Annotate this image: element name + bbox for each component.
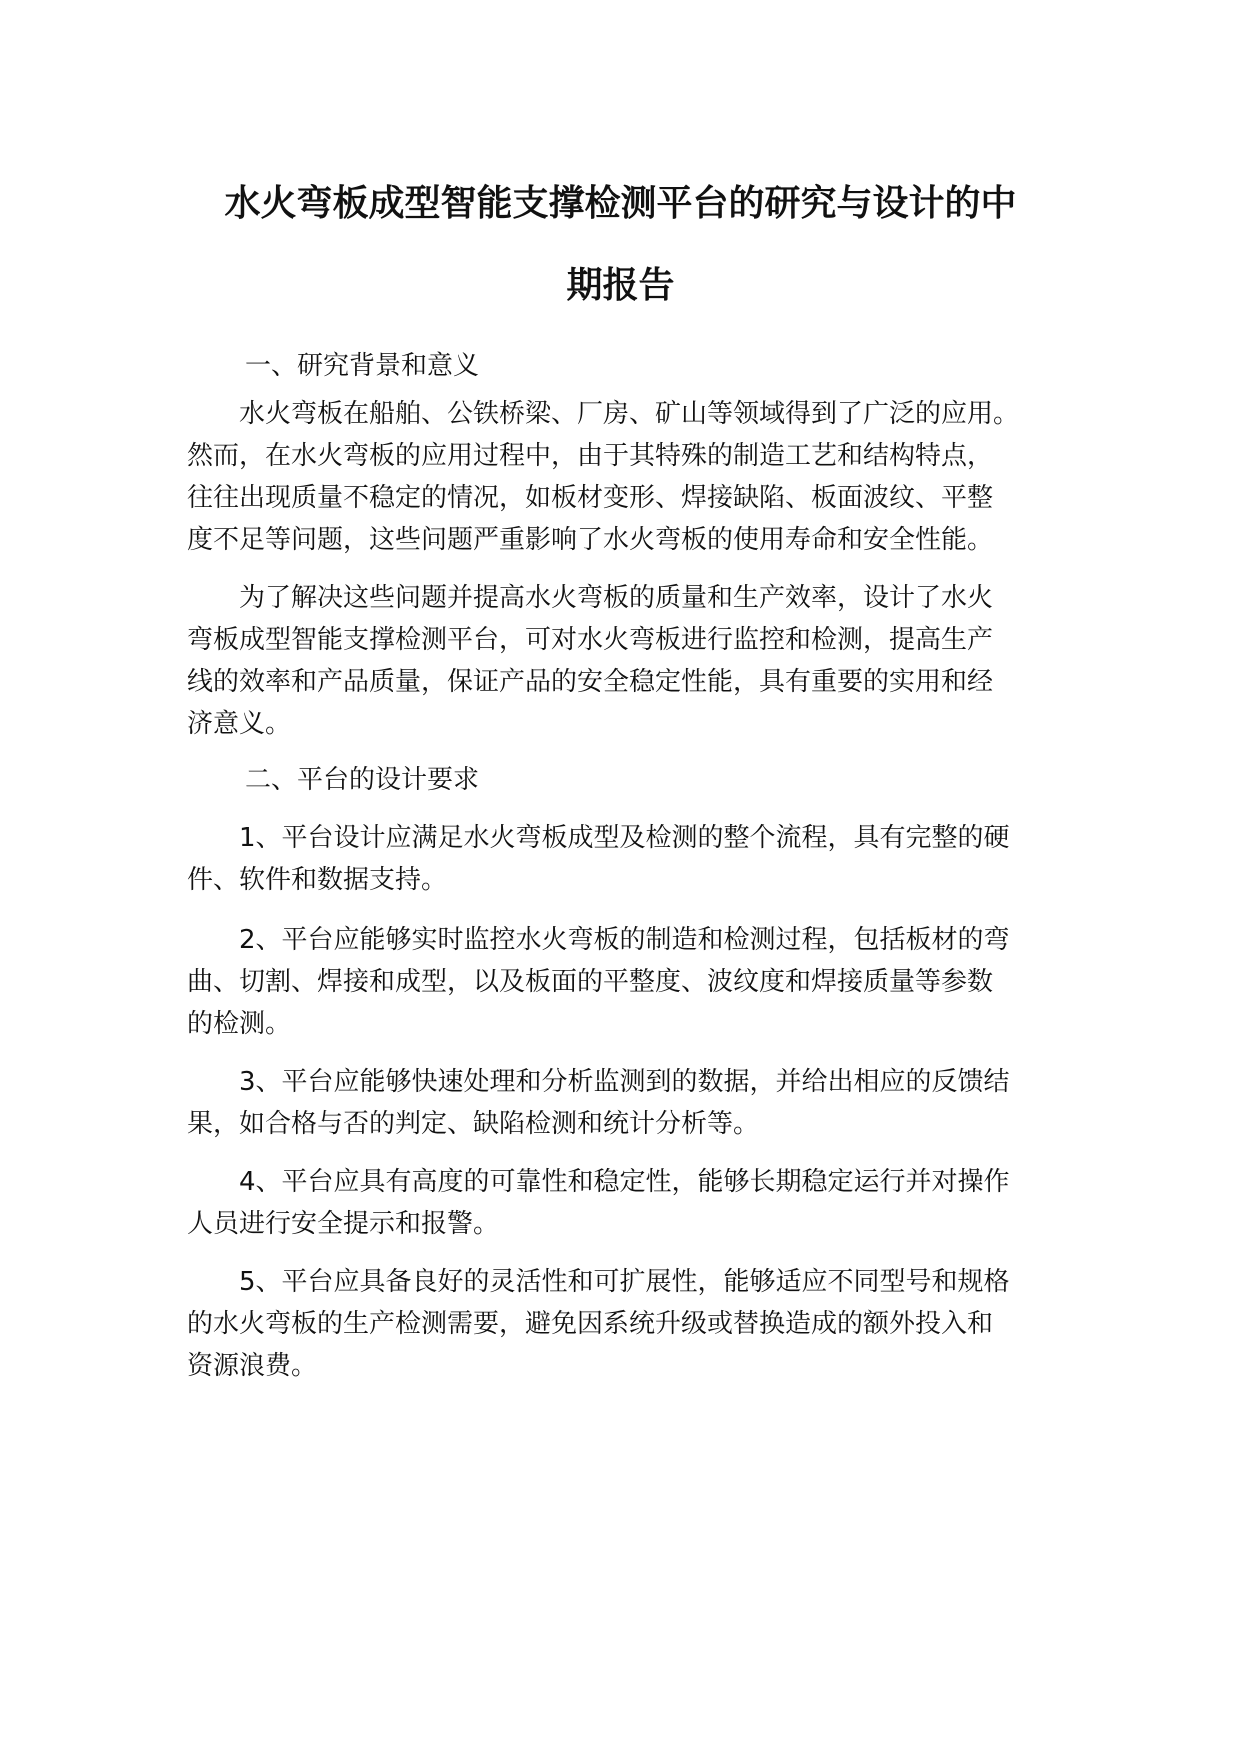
paragraph-line: 然而，在水火弯板的应用过程中，由于其特殊的制造工艺和结构特点， — [187, 441, 994, 471]
requirement-1-line: 件、软件和数据支持。 — [187, 865, 448, 895]
requirement-3-line: 3、平台应能够快速处理和分析监测到的数据，并给出相应的反馈结 — [187, 1067, 1010, 1097]
requirement-2-line: 2、平台应能够实时监控水火弯板的制造和检测过程，包括板材的弯 — [187, 925, 1010, 955]
section-heading-requirements: 二、平台的设计要求 — [245, 765, 480, 795]
paragraph-line: 弯板成型智能支撑检测平台，可对水火弯板进行监控和检测，提高生产 — [187, 625, 994, 655]
section-heading-background: 一、研究背景和意义 — [245, 351, 480, 381]
paragraph-line: 往往出现质量不稳定的情况，如板材变形、焊接缺陷、板面波纹、平整 — [187, 483, 994, 513]
requirement-5-line: 资源浪费。 — [187, 1351, 318, 1381]
requirement-3-line: 果，如合格与否的判定、缺陷检测和统计分析等。 — [187, 1109, 760, 1139]
requirement-5-line: 5、平台应具备良好的灵活性和可扩展性，能够适应不同型号和规格 — [187, 1267, 1010, 1297]
requirement-2-line: 曲、切割、焊接和成型，以及板面的平整度、波纹度和焊接质量等参数 — [187, 967, 994, 997]
document-title-line-1: 水火弯板成型智能支撑检测平台的研究与设计的中 — [224, 183, 1017, 224]
requirement-1-line: 1、平台设计应满足水火弯板成型及检测的整个流程，具有完整的硬 — [187, 823, 1010, 853]
requirement-5-line: 的水火弯板的生产检测需要，避免因系统升级或替换造成的额外投入和 — [187, 1309, 994, 1339]
document-title-line-2: 期报告 — [566, 265, 675, 306]
paragraph-line: 为了解决这些问题并提高水火弯板的质量和生产效率，设计了水火 — [187, 583, 994, 613]
paragraph-line: 度不足等问题，这些问题严重影响了水火弯板的使用寿命和安全性能。 — [187, 525, 994, 555]
requirement-4-line: 4、平台应具有高度的可靠性和稳定性，能够长期稳定运行并对操作 — [187, 1167, 1010, 1197]
requirement-2-line: 的检测。 — [187, 1009, 292, 1039]
paragraph-line: 线的效率和产品质量，保证产品的安全稳定性能，具有重要的实用和经 — [187, 667, 994, 697]
requirement-4-line: 人员进行安全提示和报警。 — [187, 1209, 500, 1239]
paragraph-line: 济意义。 — [187, 709, 292, 739]
paragraph-line: 水火弯板在船舶、公铁桥梁、厂房、矿山等领域得到了广泛的应用。 — [187, 399, 1020, 429]
